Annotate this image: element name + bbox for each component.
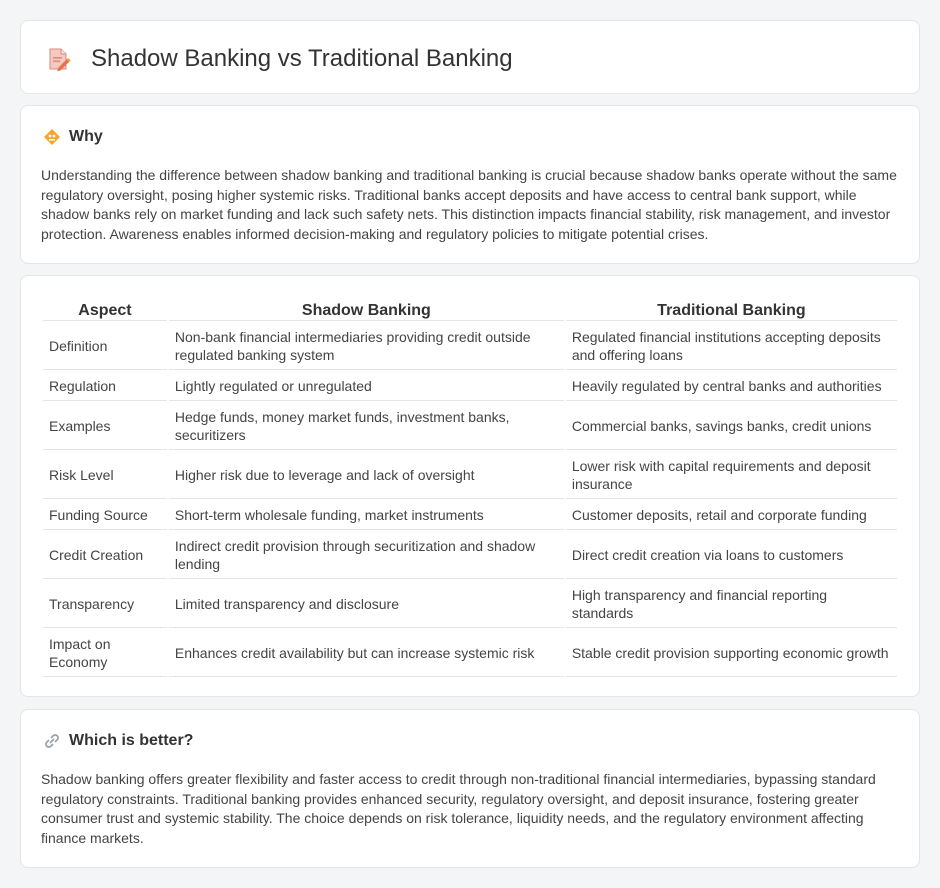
document-pencil-icon (45, 46, 71, 72)
why-heading: Why (69, 128, 103, 145)
title-card (20, 20, 920, 94)
diamond-sign-icon (43, 128, 61, 146)
shadow-cell: Hedge funds, money market funds, investment banks, securitizers (169, 403, 564, 450)
title-row (45, 45, 513, 73)
table-row (43, 452, 897, 499)
aspect-cell: Credit Creation (43, 532, 167, 579)
shadow-cell: Higher risk due to leverage and lack of oversight (169, 452, 564, 499)
traditional-cell: Customer deposits, retail and corporate funding (566, 501, 897, 530)
shadow-cell: Lightly regulated or unregulated (169, 372, 564, 401)
traditional-cell: Stable credit provision supporting economic growth (566, 630, 897, 677)
shadow-cell: Indirect credit provision through securitization and shadow lending (169, 532, 564, 579)
shadow-cell: Short-term wholesale funding, market instruments (169, 501, 564, 530)
aspect-cell: Funding Source (43, 501, 167, 530)
why-section (20, 105, 920, 264)
shadow-cell: Enhances credit availability but can increase systemic risk (169, 630, 564, 677)
table-row (43, 323, 897, 370)
traditional-cell: High transparency and financial reporting standards (566, 581, 897, 628)
shadow-cell: Limited transparency and disclosure (169, 581, 564, 628)
table-header-row (43, 298, 897, 321)
traditional-cell: Commercial banks, savings banks, credit unions (566, 403, 897, 450)
traditional-cell: Lower risk with capital requirements and deposit insurance (566, 452, 897, 499)
comparison-table (41, 296, 899, 679)
table-row (43, 532, 897, 579)
why-body: Understanding the difference between shadow banking and traditional banking is crucial because shadow banks operate without the same regulatory oversight, posing higher systemic risks. Traditional banks accept deposits and have access to central bank support, while shadow banks rely on market funding and lack such safety nets. This distinction impacts financial stability, risk management, and investor protection. Awareness enables informed decision-making and regulatory policies to mitigate potential crises. (41, 167, 897, 242)
traditional-cell: Regulated financial institutions accepting deposits and offering loans (566, 323, 897, 370)
table-row (43, 372, 897, 401)
why-heading-row (43, 128, 103, 146)
aspect-cell: Regulation (43, 372, 167, 401)
aspect-cell: Definition (43, 323, 167, 370)
which-better-section (20, 709, 920, 868)
shadow-cell: Non-bank financial intermediaries providing credit outside regulated banking system (169, 323, 564, 370)
better-heading-row (43, 732, 193, 750)
link-icon (43, 732, 61, 750)
aspect-cell: Impact on Economy (43, 630, 167, 677)
table-row (43, 403, 897, 450)
aspect-cell: Risk Level (43, 452, 167, 499)
table-row (43, 581, 897, 628)
traditional-cell: Heavily regulated by central banks and authorities (566, 372, 897, 401)
aspect-cell: Examples (43, 403, 167, 450)
comparison-card (20, 275, 920, 697)
aspect-cell: Transparency (43, 581, 167, 628)
header-traditional-banking: Traditional Banking (566, 298, 897, 321)
page-title: Shadow Banking vs Traditional Banking (91, 45, 513, 72)
traditional-cell: Direct credit creation via loans to customers (566, 532, 897, 579)
table-row (43, 501, 897, 530)
better-body: Shadow banking offers greater flexibility and faster access to credit through non-traditional financial intermediaries, bypassing standard regulatory constraints. Traditional banking provides enhanced security, regulatory oversight, and deposit insurance, fostering greater consumer trust and systemic stability. The choice depends on risk tolerance, liquidity needs, and the regulatory environment affecting finance markets. (41, 771, 876, 846)
better-heading: Which is better? (69, 732, 194, 749)
header-shadow-banking: Shadow Banking (169, 298, 564, 321)
header-aspect: Aspect (43, 298, 167, 321)
table-row (43, 630, 897, 677)
